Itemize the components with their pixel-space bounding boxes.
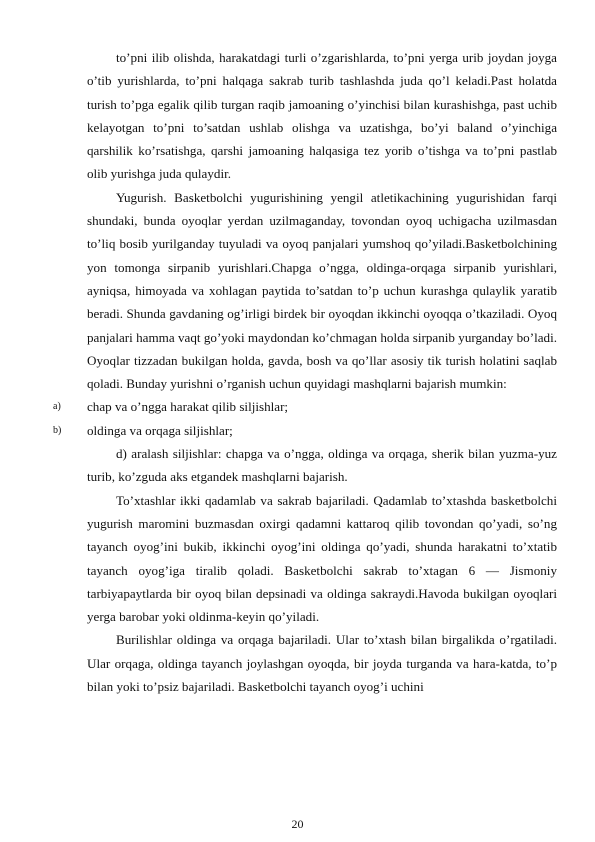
list-marker: b) — [53, 424, 62, 436]
list-item-text: oldinga va orqaga siljishlar; — [87, 422, 233, 438]
paragraph-turns: Burilishlar oldinga va orqaga bajariladi. Ular to’xtash bilan birgalikda o’rgatiladi. Ular orqaga, oldinga tayanch joylashgan oyoqda, bir joyda turganda va hara-katda, to’p bilan yoki to’psiz bajariladi. Basketbolchi tayanch oyog’i uchini — [87, 632, 557, 695]
paragraph-low-stance: to’pni ilib olishda, harakatdagi turli o’zgarishlarda, to’pni yerga urib joydan joyga o’tib yurishlarda, to’pni halqaga sakrab turib tashlashda juda qo’l keladi.Past holatda turish to’pga egalik qilib turgan raqib jamoaning o’yinchisi bilan kurashishga, past uchib kelayotgan to’pni to’satdan ushlab olishga va uzatishga, bo’yi baland o’yinchiga qarshilik ko’rsatishga, qarshi jamoaning halqasiga tez yorib o’tishga va to’pni pastlab olib yurishga juda qulaydir. — [87, 50, 557, 182]
paragraph-mixed-movements: d) aralash siljishlar: chapga va o’ngga, oldinga va orqaga, sherik bilan yuzma-yuz turib, ko’zguda aks etgandek mashqlarni bajarish. — [87, 446, 557, 485]
paragraph-running: Yugurish. Basketbolchi yugurishining yengil atletikachining yugurishidan farqi shundaki, bunda oyoqlar yerdan uzilmaganday, tovondan oyoq uchigacha uzilmasdan to’liq bosib yurilganday tuyuladi va oyoq panjalari yumshoq qo’yiladi.Basketbolchining yon tomonga sirpanib yurishlari.Chapga o’ngga, oldinga-orqaga sirpanib yurishlari, ayniqsa, himoyada va xohlagan paytida to’satdan to’p uchun kurashga qulaylik yaratib beradi. Shunda gavdaning og’irligi birdek bir oyoqdan ikkinchi oyoqqa o’tkaziladi. Oyoq panjalari hamma vaqt go’yoki maydondan ko’chmagan holda sirpanib yurganday bo’ladi. Oyoqlar tizzadan bukilgan holda, gavda, bosh va qo’llar asosiy tik turish holatini saqlab qoladi. Bunday yurishni o’rganish uchun quyidagi mashqlarni bajarish mumkin: — [87, 189, 557, 392]
list-item — [53, 395, 557, 418]
list-marker: a) — [53, 401, 61, 413]
list-item-text: chap va o’ngga harakat qilib siljishlar; — [87, 399, 289, 415]
page-body — [53, 46, 557, 698]
paragraph-stops: To’xtashlar ikki qadamlab va sakrab bajariladi. Qadamlab to’xtashda basketbolchi yugurish maromini buzmasdan oxirgi qadamni kattaroq qilib tovondan qo’yadi, so’ng tayanch oyog’ini bukib, ikkinchi oyog’ini oldinga qo’yadi, shunda harakatni to’xtatib tayanch oyog’iga tiralib qoladi. Basketbolchi sakrab to’xtagan 6 — Jismoniy tarbiyapaytlarda bir oyoq bilan depsinadi va oldinga sakraydi.Havoda bukilgan oyoqlari yerga barobar yoki oldinma-keyin qo’yiladi. — [87, 492, 557, 625]
list-item — [53, 419, 557, 442]
page-number: 20 — [291, 817, 304, 831]
